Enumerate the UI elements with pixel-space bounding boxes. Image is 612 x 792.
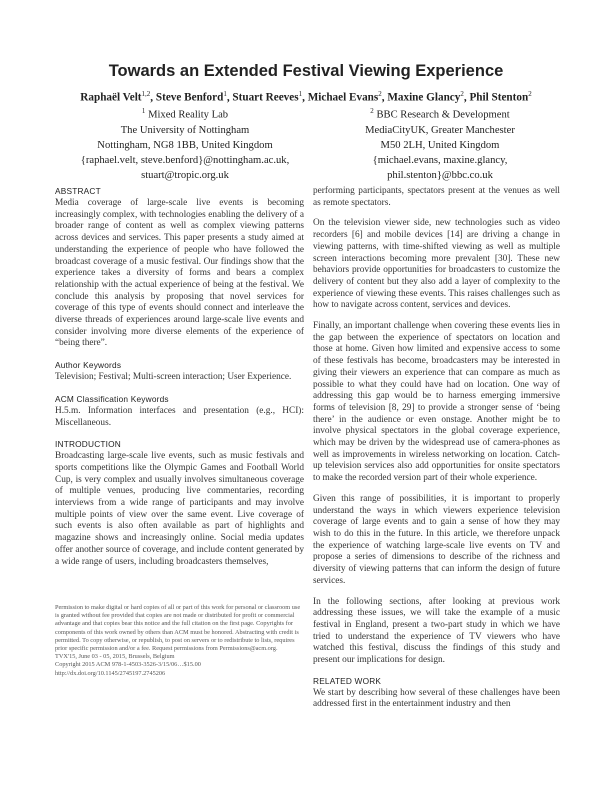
affiliation-mark: 2 bbox=[370, 107, 374, 115]
author-affiliation-mark: 2 bbox=[528, 90, 532, 98]
body-paragraph: Given this range of possibilities, it is important to properly understand the ways in which viewers experience television coverage of large events and to gain a sense of how they may wish to do this in the future. In this article, we therefore unpack the experience of watching large-scale live events on TV and propose a series of dimensions to describe of the richness and diversity of viewing patterns that can inform the design of future services. bbox=[313, 493, 560, 586]
paper-title: Towards an Extended Festival Viewing Experience bbox=[108, 62, 504, 80]
affiliation-mark: 1 bbox=[141, 107, 146, 115]
author-affiliation-mark: 1 bbox=[298, 90, 303, 98]
abstract-text: Media coverage of large-scale live events is becoming increasingly complex, with technologies enabling the delivery of a broader range of content as well as complex viewing patterns across devices and services. This paper presents a study aimed at understanding the experience of people who have followed the broadcast coverage of a music festival. Our findings show that the experience takes a diversity of forms and bears a complex relationship with the actual experience of being at the festival. We conclude this analysis by proposing that novel services for coverage of this type of events should connect and interleave the diverse threads of experiences around large-scale live events and consider involving more diverse elements of the experience of “being there”. bbox=[55, 198, 304, 349]
introduction-text: Broadcasting large-scale live events, such as music festivals and sports competitions like the Olympic Games and Football World Cup, is very complex and usually involves simultaneous coverage of multiple venues, producing live commentaries, recording interviews from a wide range of participants and may involve multiple points of view over the same event. Live coverage of such events is also often available as part of highlights and magazine shows and increasingly online. Social media updates offer another source of coverage, and include content generated by a wide range of users, including broadcasters themselves, bbox=[55, 451, 304, 567]
affiliation-line: M50 2LH, United Kingdom bbox=[380, 139, 500, 151]
left-column bbox=[55, 186, 304, 578]
right-column bbox=[313, 186, 560, 711]
introduction-heading: INTRODUCTION bbox=[55, 439, 122, 450]
affiliation-email: stuart@tropic.org.uk bbox=[141, 170, 229, 182]
abstract-heading: ABSTRACT bbox=[55, 186, 101, 196]
author-name: Michael Evans bbox=[307, 91, 379, 104]
author-name: Phil Stenton bbox=[469, 91, 529, 104]
affiliation-bbc bbox=[300, 104, 580, 184]
author-name: Maxine Glancy bbox=[387, 91, 461, 104]
author-affiliation-mark: 2 bbox=[378, 90, 382, 98]
conference-info: TVX'15, June 03 - 05, 2015, Brussels, Belgium bbox=[55, 653, 175, 661]
body-paragraph: performing participants, spectators present at the venues as well as remote spectators. bbox=[313, 186, 560, 208]
author-name: Steve Benford bbox=[155, 91, 224, 104]
author-affiliation-mark: 2 bbox=[460, 90, 464, 98]
body-paragraph: Finally, an important challenge when covering these events lies in the gap between the experience of spectators on location and those at home. Given how limited and expensive access to some of these festivals has become, broadcasters may be interested in giving their viewers an experience that can compare as much as possible to what they could have had on location. One way of addressing this gap would be to harness emerging immersive forms of television [8, 29] to provide a stronger sense of ‘being there’ in the audience or even onstage. Another might be to involve physical spectators in the global coverage experience, which may be driven by the widespread use of camera-phones as well as improvements in wireless networking on location. Catch-up television services also add opportunities for onsite spectators to make the recorded version part of their whole experience. bbox=[313, 321, 560, 484]
affiliation-email: {raphael.velt, steve.benford}@nottingham.ac.uk, bbox=[80, 155, 290, 167]
author-name: Raphaël Velt bbox=[80, 91, 142, 104]
introduction-section bbox=[55, 439, 304, 568]
keywords-heading: Author Keywords bbox=[55, 360, 122, 371]
affiliation-line: BBC Research & Development bbox=[376, 109, 510, 121]
body-paragraph: In the following sections, after looking at previous work addressing these issues, we will take the example of a music festival in England, present a two-part study in which we have tried to understand the experience of TV viewers who have watched this festival, discuss the findings of this study and present our implications for design. bbox=[313, 596, 560, 666]
body-paragraph: We start by describing how several of these challenges have been addressed first in the entertainment industry and then bbox=[313, 687, 560, 710]
acm-classification-text: H.5.m. Information interfaces and presentation (e.g., HCI): Miscellaneous. bbox=[55, 405, 304, 428]
affiliation-line: Mixed Reality Lab bbox=[148, 109, 229, 121]
author-affiliation-mark: 1 bbox=[223, 90, 227, 98]
author-name: Stuart Reeves bbox=[232, 91, 299, 104]
affiliation-line: The University of Nottingham bbox=[120, 124, 250, 136]
body-paragraph: On the television viewer side, new technologies such as video recorders [6] and mobile devices [14] are driving a change in viewing patterns, with time-shifted viewing as well as multiple screen interactions becoming more prevalent [30]. These new behaviors provide opportunities for broadcasters to customize the delivery of content but they also add a layer of complexity to the experience of viewing these events. This raises challenges such as how to navigate across content, services and devices. bbox=[313, 218, 560, 311]
copyright-line: Copyright 2015 ACM 978-1-4503-3526-3/15/06…$15.00 bbox=[55, 661, 201, 669]
keywords-section bbox=[55, 360, 304, 384]
copyright-footnote bbox=[55, 604, 304, 678]
affiliation-nottingham bbox=[55, 104, 315, 184]
related-work-heading: RELATED WORK bbox=[313, 675, 382, 686]
affiliation-email: {michael.evans, maxine.glancy, bbox=[372, 155, 508, 167]
author-list: Raphaël Velt$^{1,2}$, Steve Benford$^1$, Stuart Reeves$^1$, Michael Evans$^2$, Maxine Glancy$^2$, Phil Stenton$^2$ bbox=[80, 90, 532, 104]
keywords-text: Television; Festival; Multi-screen interaction; User Experience. bbox=[55, 372, 292, 383]
affiliation-line: MediaCityUK, Greater Manchester bbox=[365, 124, 515, 136]
abstract-section bbox=[55, 186, 304, 350]
affiliation-line: Nottingham, NG8 1BB, United Kingdom bbox=[97, 139, 273, 151]
author-affiliation-mark: 1,2 bbox=[141, 90, 151, 98]
acm-classification-section bbox=[55, 394, 304, 429]
affiliation-email: phil.stenton}@bbc.co.uk bbox=[387, 170, 493, 182]
acm-classification-heading: ACM Classification Keywords bbox=[55, 393, 169, 404]
doi-link[interactable]: http://dx.doi.org/10.1145/2745197.2745206 bbox=[55, 669, 166, 677]
permission-notice: Permission to make digital or hard copies of all or part of this work for personal or classroom use is granted without fee provided that copies are not made or distributed for profit or commercial advantage and that copies bear this notice and the full citation on the first page. Copyrights for components of this work owned by others than ACM must be honored. Abstracting with credit is permitted. To copy otherwise, or republish, to post on servers or to redistribute to lists, requires prior specific permission and/or a fee. Request permissions from Permissions@acm.org. bbox=[55, 604, 301, 653]
